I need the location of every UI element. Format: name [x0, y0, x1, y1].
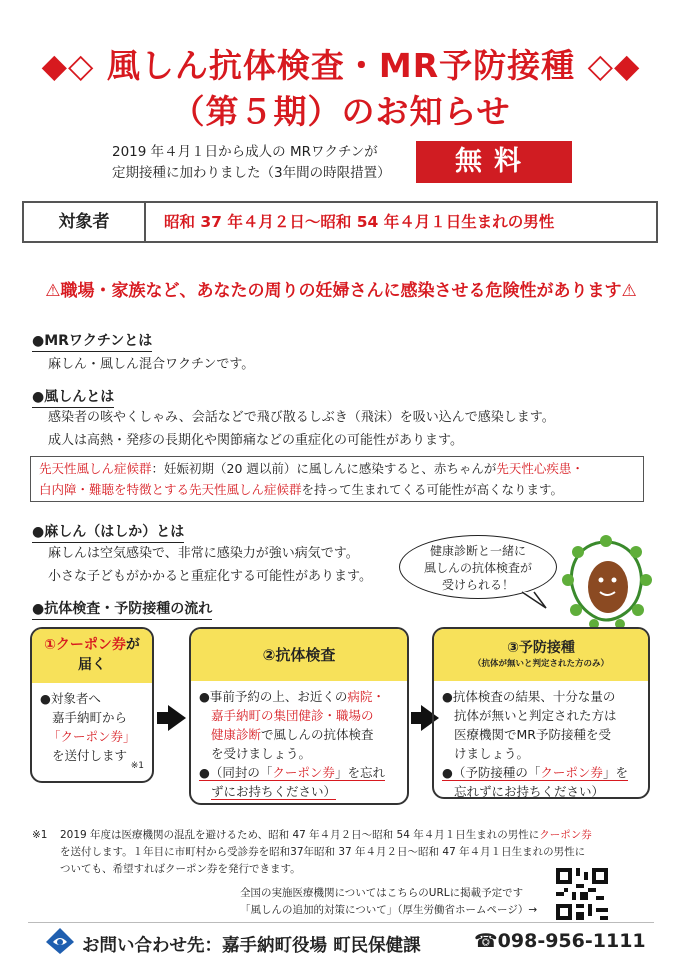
target-value: 昭和 37 年４月２日～昭和 54 年４月１日生まれの男性 — [164, 213, 555, 231]
flow-step-3 — [432, 627, 650, 799]
crs-term: 先天性風しん症候群 — [39, 461, 152, 476]
page-title: ◆◇ 風しん抗体検査・MR予防接種 ◇◆ — [41, 46, 641, 85]
mascot-illustration — [556, 532, 656, 632]
qr-code-icon[interactable] — [556, 868, 608, 920]
step-1-body: ●対象者へ 嘉手納町から 「クーポン券」 を送付します — [40, 691, 136, 763]
contact-phone[interactable]: ☎098-956-1111 — [474, 930, 646, 952]
section-heading-mr: ●MRワクチンとは — [32, 330, 152, 352]
target-label: 対象者 — [24, 203, 146, 241]
speech-bubble: 健康診断と一緒に 風しんの抗体検査が 受けられる！ — [399, 535, 557, 599]
measles-text: 麻しんは空気感染で、非常に感染力が強い病気です。 小さな子どもがかかると重症化する可能性があります。 — [48, 546, 372, 584]
target-row — [22, 201, 658, 243]
subtitle: 2019 年４月１日から成人の MRワクチンが 定期接種に加わりました（3年間の時限措置） — [112, 144, 391, 181]
town-logo-icon — [44, 926, 76, 956]
bubble-tail — [520, 590, 550, 612]
step-3-body: ●抗体検査の結果、十分な量の 抗体が無いと判定された方は 医療機関でMR予防接種を受 けましょう。 ●（予防接種の「クーポン券」を 忘れずにお持ちください） — [442, 689, 628, 799]
section-heading-flow: ●抗体検査・予防接種の流れ — [32, 598, 212, 620]
page-title-line2: （第５期）のお知らせ — [171, 92, 511, 131]
flow-step-2 — [189, 627, 409, 805]
contact-label: お問い合わせ先：嘉手納町役場 町民保健課 — [82, 936, 421, 956]
footnote: ※1 2019 年度は医療機関の混乱を避けるため、昭和 47 年４月２日～昭和 54 年４月１日生まれの男性にクーポン券 を送付します。１年目に市町村から受診券を昭和37年昭和 37 年４月２日～昭和 47 年４月１日生まれの男性に ついても、希望すればクーポン券を発行できます。 — [32, 829, 592, 875]
crs-callout: 先天性風しん症候群：妊娠初期（20 週以前）に風しんに感染すると、赤ちゃんが先天性心疾患・ 白内障・難聴を特徴とする先天性風しん症候群を持って生まれてくる可能性が高くなります。 — [30, 456, 644, 502]
section-heading-rubella: ●風しんとは — [32, 386, 114, 408]
step-3-title: ③予防接種 （抗体が無いと判定された方のみ） — [434, 629, 648, 681]
arrow-right-icon — [168, 705, 186, 731]
section-heading-measles: ●麻しん（はしか）とは — [32, 521, 184, 543]
step-2-body: ●事前予約の上、お近くの病院・ 嘉手納町の集団健診・職場の 健康診断で風しんの抗体検査 を受けましょう。 ●（同封の「クーポン券」を忘れ ずにお持ちください） — [199, 689, 385, 799]
url-note: 全国の実施医療機関についてはこちらのURLに掲載予定です 「風しんの追加的対策について」（厚生労働省ホームページ）→ — [240, 887, 538, 916]
rubella-text: 感染者の咳やくしゃみ、会話などで飛び散るしぶき（飛沫）を吸い込んで感染します。 成人は高熱・発疹の長期化や関節痛などの重症化の可能性があります。 — [48, 410, 555, 448]
warning-text: ⚠職場・家族など、あなたの周りの妊婦さんに感染させる危険性があります⚠ — [45, 281, 637, 301]
step-1-title: ①クーポン券が 届く — [32, 629, 152, 683]
mr-text: 麻しん・風しん混合ワクチンです。 — [48, 357, 255, 372]
step-1-note: ※1 — [130, 761, 144, 771]
flow-step-1 — [30, 627, 154, 783]
free-badge: 無料 — [416, 141, 572, 183]
divider — [28, 922, 654, 923]
step-2-title: ②抗体検査 — [191, 629, 407, 681]
